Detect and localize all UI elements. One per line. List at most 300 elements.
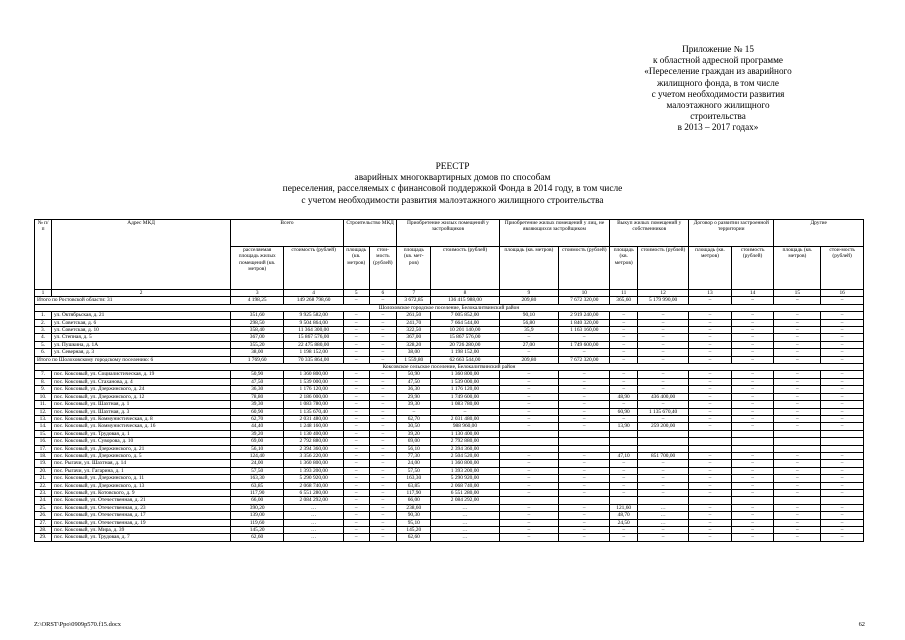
table-row [35, 378, 864, 385]
row-address: пос. Коксовый, ул. Мира, д. 39 [52, 527, 231, 534]
table-cell: 90,10 [499, 312, 559, 319]
table-body [35, 297, 864, 541]
sub-header: стои-мость (рублей) [821, 247, 864, 290]
table-cell: – [343, 452, 369, 459]
table-cell: 62,70 [231, 415, 284, 422]
table-cell: – [369, 482, 397, 489]
table-cell: 261,50 [397, 312, 431, 319]
table-cell: – [369, 349, 397, 356]
table-row [35, 423, 864, 430]
table-cell: – [689, 319, 732, 326]
column-number: 6 [369, 290, 397, 297]
table-cell: … [431, 534, 499, 541]
table-cell: 367,00 [397, 334, 431, 341]
table-cell: – [689, 415, 732, 422]
table-cell: … [431, 512, 499, 519]
table-cell: 145,20 [397, 527, 431, 534]
table-cell: – [821, 467, 864, 474]
total-cell: – [638, 356, 689, 363]
table-cell: – [689, 408, 732, 415]
total-cell: – [821, 297, 864, 304]
table-row [35, 460, 864, 467]
table-cell: – [343, 438, 369, 445]
column-number: 2 [52, 290, 231, 297]
table-cell: – [559, 512, 610, 519]
table-cell: – [610, 349, 638, 356]
sub-header: стоимость (рублей) [284, 247, 344, 290]
table-cell: – [610, 386, 638, 393]
table-cell: – [774, 504, 821, 511]
column-number: 1 [35, 290, 52, 297]
table-cell: – [559, 519, 610, 526]
row-number: 3. [35, 327, 52, 334]
col-address-header: Адрес МКД [52, 220, 231, 290]
table-cell: – [638, 467, 689, 474]
table-cell: – [559, 393, 610, 400]
table-cell: – [731, 319, 774, 326]
total-cell: – [343, 297, 369, 304]
table-cell: … [284, 527, 344, 534]
title-line: с учетом необходимости развития малоэтажного жилищного строительства [301, 195, 604, 206]
table-cell: – [821, 371, 864, 378]
table-cell: – [731, 467, 774, 474]
table-cell: 6 551 280,00 [284, 489, 344, 496]
table-cell: – [774, 334, 821, 341]
table-cell: – [397, 408, 431, 415]
table-cell: – [559, 482, 610, 489]
table-cell: – [610, 534, 638, 541]
sub-header: площадь (кв. метров) [774, 247, 821, 290]
table-cell: – [369, 534, 397, 541]
table-cell [610, 445, 638, 452]
sub-header: стои-мость (рублей) [369, 247, 397, 290]
table-cell: – [689, 423, 732, 430]
table-cell: – [343, 512, 369, 519]
total-cell: – [774, 297, 821, 304]
table-cell: – [431, 408, 499, 415]
table-row [35, 512, 864, 519]
row-address: пос. Коксовый, ул. Шахтная, д. 1 [52, 401, 231, 408]
table-row [35, 467, 864, 474]
table-cell: 1 176 120,00 [431, 386, 499, 393]
table-cell: – [610, 415, 638, 422]
table-cell: – [369, 527, 397, 534]
table-cell: – [369, 408, 397, 415]
table-cell: – [821, 534, 864, 541]
table-cell: – [774, 467, 821, 474]
table-cell [638, 445, 689, 452]
table-cell: – [610, 527, 638, 534]
table-cell: 90,30 [397, 512, 431, 519]
table-cell: – [821, 312, 864, 319]
total-row [35, 297, 864, 304]
table-row [35, 327, 864, 334]
table-cell: … [431, 519, 499, 526]
table-cell [610, 497, 638, 504]
table-cell: – [689, 334, 732, 341]
table-cell: 5 290 920,00 [431, 475, 499, 482]
table-cell: 56,10 [231, 445, 284, 452]
table-cell: 56,10 [397, 445, 431, 452]
table-cell: – [774, 386, 821, 393]
total-cell: 209,80 [499, 297, 559, 304]
row-number: 11. [35, 401, 52, 408]
table-cell: 69,00 [397, 438, 431, 445]
table-cell: – [689, 482, 732, 489]
table-cell [774, 438, 821, 445]
table-row [35, 482, 864, 489]
table-row [35, 334, 864, 341]
table-row [35, 519, 864, 526]
table-cell: – [638, 415, 689, 422]
row-address: пос. Коксовый, ул. Трудовая, д. 1 [52, 430, 231, 437]
row-address: пос. Коксовый, ул. Дзержинского, д. 24 [52, 386, 231, 393]
table-cell: – [774, 393, 821, 400]
table-cell: – [499, 408, 559, 415]
table-cell: 30,50 [397, 423, 431, 430]
table-cell: 436 400,00 [638, 393, 689, 400]
row-number: 13. [35, 415, 52, 422]
table-cell: – [689, 341, 732, 348]
table-cell: – [689, 371, 732, 378]
col-other-header: Другие [774, 220, 864, 247]
column-number: 13 [689, 290, 732, 297]
table-cell: – [343, 386, 369, 393]
table-cell: – [369, 393, 397, 400]
table-cell: – [774, 327, 821, 334]
section-label: Коксовское сельское поселение, Белокалитвинский район [35, 364, 864, 371]
table-cell: 259 200,00 [638, 423, 689, 430]
table-cell: 1 539 000,00 [284, 378, 344, 385]
table-cell: 77,30 [397, 452, 431, 459]
col-purchase-dev-header: Приобретение жилых помещений у застройщиков [397, 220, 499, 247]
table-cell: 2 504 520,00 [431, 452, 499, 459]
table-cell: – [559, 475, 610, 482]
column-number: 7 [397, 290, 431, 297]
sub-header: площадь (кв. метров) [610, 247, 638, 290]
table-cell: – [610, 371, 638, 378]
table-cell [689, 445, 732, 452]
row-address: пос. Коксовый, ул. Стаханова, д. 4 [52, 378, 231, 385]
table-cell [821, 445, 864, 452]
table-cell: – [610, 489, 638, 496]
col-num-header: № п/п [35, 220, 52, 290]
total-cell: 149 268 798,60 [284, 297, 344, 304]
row-number: 8. [35, 378, 52, 385]
table-cell: – [499, 534, 559, 541]
table-cell: … [284, 534, 344, 541]
table-cell: – [343, 445, 369, 452]
table-cell: … [638, 504, 689, 511]
row-number: 2. [35, 319, 52, 326]
row-number: 14. [35, 423, 52, 430]
col-total-header: Всего [231, 220, 344, 247]
table-cell: – [689, 452, 732, 459]
footer-file-path: Z:\ORST\Ppo\0909p570.f15.docx [34, 621, 121, 628]
table-cell: … [284, 519, 344, 526]
table-cell: – [559, 334, 610, 341]
table-cell: – [369, 489, 397, 496]
total-cell: 1 559,80 [397, 356, 431, 363]
table-cell: 2 031 480,00 [284, 415, 344, 422]
table-cell: 7 664 544,00 [431, 319, 499, 326]
table-cell: – [499, 386, 559, 393]
row-address: пос. Коксовый, ул. Отечественная, д. 21 [52, 497, 231, 504]
table-cell [689, 430, 732, 437]
table-cell: – [369, 312, 397, 319]
table-cell: 36,30 [397, 386, 431, 393]
table-cell: 1 083 780,00 [284, 401, 344, 408]
table-cell: – [731, 341, 774, 348]
table-cell: – [343, 460, 369, 467]
table-cell: – [774, 349, 821, 356]
table-cell: 2 394 360,00 [284, 445, 344, 452]
table-cell: – [821, 452, 864, 459]
total-label: Итого по Шолоховскому городскому поселению: 6 [35, 356, 231, 363]
table-cell: – [343, 349, 369, 356]
table-row [35, 415, 864, 422]
table-cell: – [689, 504, 732, 511]
table-cell: 48,90 [610, 393, 638, 400]
table-cell: 50,90 [231, 371, 284, 378]
column-number: 16 [821, 290, 864, 297]
table-cell: 241,70 [397, 319, 431, 326]
table-cell: 6 551 280,00 [431, 489, 499, 496]
table-cell: – [821, 415, 864, 422]
table-cell [499, 438, 559, 445]
table-cell: 29,90 [397, 393, 431, 400]
table-cell: 11 364 300,00 [284, 327, 344, 334]
table-cell: 60,90 [610, 408, 638, 415]
table-cell: – [689, 512, 732, 519]
table-cell: – [559, 452, 610, 459]
total-cell: 136 415 988,00 [431, 297, 499, 304]
section-row [35, 364, 864, 371]
row-address: пос. Коксовый, ул. Отечественная, д. 17 [52, 512, 231, 519]
table-cell: – [499, 504, 559, 511]
table-cell: – [731, 489, 774, 496]
appendix-line: Приложение № 15 [682, 44, 754, 54]
table-cell: – [369, 341, 397, 348]
table-cell: – [559, 423, 610, 430]
table-cell: 2 084 292,00 [431, 497, 499, 504]
table-cell: 62,70 [397, 415, 431, 422]
table-cell: 1 198 152,00 [284, 349, 344, 356]
column-number: 9 [499, 290, 559, 297]
table-cell: 390,20 [231, 504, 284, 511]
table-cell: … [431, 527, 499, 534]
appendix-header [593, 44, 843, 134]
column-number: 11 [610, 290, 638, 297]
table-cell: – [559, 408, 610, 415]
table-cell: – [821, 319, 864, 326]
table-cell: – [343, 519, 369, 526]
table-cell: 47,50 [231, 378, 284, 385]
appendix-line: в 2013 – 2017 годах» [677, 122, 759, 133]
row-number: 12. [35, 408, 52, 415]
table-cell: – [689, 467, 732, 474]
table-cell: … [638, 512, 689, 519]
row-address: ул. Октябрьская, д. 21 [52, 312, 231, 319]
sub-header: стоимость (рублей) [638, 247, 689, 290]
table-cell: 39,30 [231, 401, 284, 408]
table-cell: – [821, 482, 864, 489]
sub-header: площадь (кв. мет-ров) [397, 247, 431, 290]
table-cell: … [284, 504, 344, 511]
table-cell: – [774, 401, 821, 408]
table-cell: – [731, 460, 774, 467]
table-cell: – [343, 415, 369, 422]
table-cell: 10 201 140,00 [431, 327, 499, 334]
row-address: пос. Коксовый, ул. Котовского, д. 9 [52, 489, 231, 496]
table-cell: – [774, 475, 821, 482]
table-cell [638, 438, 689, 445]
row-address: пос. Коксовый, ул. Шахтная, д. 3 [52, 408, 231, 415]
table-cell: 66,00 [231, 497, 284, 504]
table-cell: – [821, 423, 864, 430]
table-cell [559, 445, 610, 452]
table-cell: – [638, 386, 689, 393]
table-cell: – [774, 371, 821, 378]
total-label: Итого по Ростовской области: 31 [35, 297, 231, 304]
table-cell: – [689, 386, 732, 393]
row-address: ул. Пушкина, д. 1А [52, 341, 231, 348]
table-cell: – [559, 371, 610, 378]
table-cell: 145,20 [231, 527, 284, 534]
table-cell: – [610, 334, 638, 341]
table-cell: – [731, 482, 774, 489]
column-number-row [35, 290, 864, 297]
table-cell: – [499, 423, 559, 430]
row-number: 20. [35, 467, 52, 474]
total-cell: – [731, 356, 774, 363]
table-cell: – [343, 423, 369, 430]
table-row [35, 312, 864, 319]
table-cell: – [731, 334, 774, 341]
table-cell: 121,60 [610, 504, 638, 511]
table-cell: – [731, 415, 774, 422]
table-cell: – [638, 460, 689, 467]
table-cell [499, 430, 559, 437]
row-address: пос. Коксовый, ул. Суворова, д. 10 [52, 438, 231, 445]
table-cell: 1 539 000,00 [431, 378, 499, 385]
row-number: 23. [35, 489, 52, 496]
table-cell: 1 176 120,00 [284, 386, 344, 393]
table-cell: – [499, 393, 559, 400]
total-cell: – [774, 356, 821, 363]
row-address: пос. Коксовый, ул. Дзержинского, д. 13 [52, 482, 231, 489]
table-cell: – [343, 534, 369, 541]
table-cell [638, 497, 689, 504]
table-cell: – [731, 452, 774, 459]
table-cell: 48,70 [610, 512, 638, 519]
table-cell: – [821, 527, 864, 534]
row-address: пос. Рыгачи, ул. Гагарина, д. 1 [52, 467, 231, 474]
table-cell: … [431, 504, 499, 511]
total-row [35, 356, 864, 363]
table-cell: – [369, 460, 397, 467]
table-cell: 117,90 [397, 489, 431, 496]
table-cell: 57,50 [231, 467, 284, 474]
table-cell: – [638, 371, 689, 378]
table-cell: 1 360 800,00 [284, 371, 344, 378]
table-cell: – [369, 415, 397, 422]
table-cell: 69,00 [231, 438, 284, 445]
total-cell: 3 672,85 [397, 297, 431, 304]
table-cell: – [638, 341, 689, 348]
table-cell: 15 867 576,00 [431, 334, 499, 341]
table-cell: – [689, 393, 732, 400]
table-cell: – [689, 489, 732, 496]
table-cell: – [731, 349, 774, 356]
sub-header: стоимость (рублей) [559, 247, 610, 290]
row-address: ул. Советская, д. 10 [52, 327, 231, 334]
table-cell: 358,40 [231, 327, 284, 334]
sub-header: расселяемая площадь жилых помещений (кв. метров) [231, 247, 284, 290]
table-cell: 36,30 [231, 386, 284, 393]
table-cell: – [731, 401, 774, 408]
table-cell: 62,60 [231, 534, 284, 541]
table-cell: 1 393 200,00 [431, 467, 499, 474]
table-cell: 2 068 740,00 [431, 482, 499, 489]
table-cell [499, 445, 559, 452]
table-cell: – [499, 467, 559, 474]
total-cell: – [610, 356, 638, 363]
table-row [35, 371, 864, 378]
table-cell: – [369, 497, 397, 504]
row-address: пос. Коксовый, ул. Коммунистическая, д. 8 [52, 415, 231, 422]
table-cell: 322,50 [397, 327, 431, 334]
table-cell: – [369, 438, 397, 445]
table-cell: 355,20 [231, 341, 284, 348]
table-cell: 13,90 [610, 423, 638, 430]
table-row [35, 386, 864, 393]
table-cell: – [343, 475, 369, 482]
table-cell: – [499, 334, 559, 341]
row-address: пос. Коксовый, ул. Дзержинского, д. 21 [52, 445, 231, 452]
total-cell: – [821, 356, 864, 363]
table-cell: – [499, 527, 559, 534]
table-cell: – [689, 312, 732, 319]
table-cell: – [731, 519, 774, 526]
table-cell: 119,60 [231, 519, 284, 526]
table-cell: – [731, 327, 774, 334]
table-cell: – [610, 378, 638, 385]
total-cell: 4 198,25 [231, 297, 284, 304]
table-cell: – [369, 378, 397, 385]
table-cell: – [731, 312, 774, 319]
table-cell: – [774, 460, 821, 467]
table-cell: – [821, 475, 864, 482]
table-cell: – [638, 401, 689, 408]
table-cell: 238,60 [397, 504, 431, 511]
table-cell: 1 360 800,00 [284, 460, 344, 467]
table-cell: – [559, 504, 610, 511]
table-cell: – [499, 489, 559, 496]
row-number: 17. [35, 445, 52, 452]
table-cell: – [731, 393, 774, 400]
table-cell: – [610, 467, 638, 474]
total-cell: – [369, 297, 397, 304]
table-cell: 63,85 [231, 482, 284, 489]
table-cell: – [559, 401, 610, 408]
table-cell: – [559, 527, 610, 534]
table-cell: 66,00 [397, 497, 431, 504]
table-cell: – [369, 319, 397, 326]
table-cell: – [499, 512, 559, 519]
table-cell: 2 792 880,00 [284, 438, 344, 445]
table-cell: – [774, 415, 821, 422]
